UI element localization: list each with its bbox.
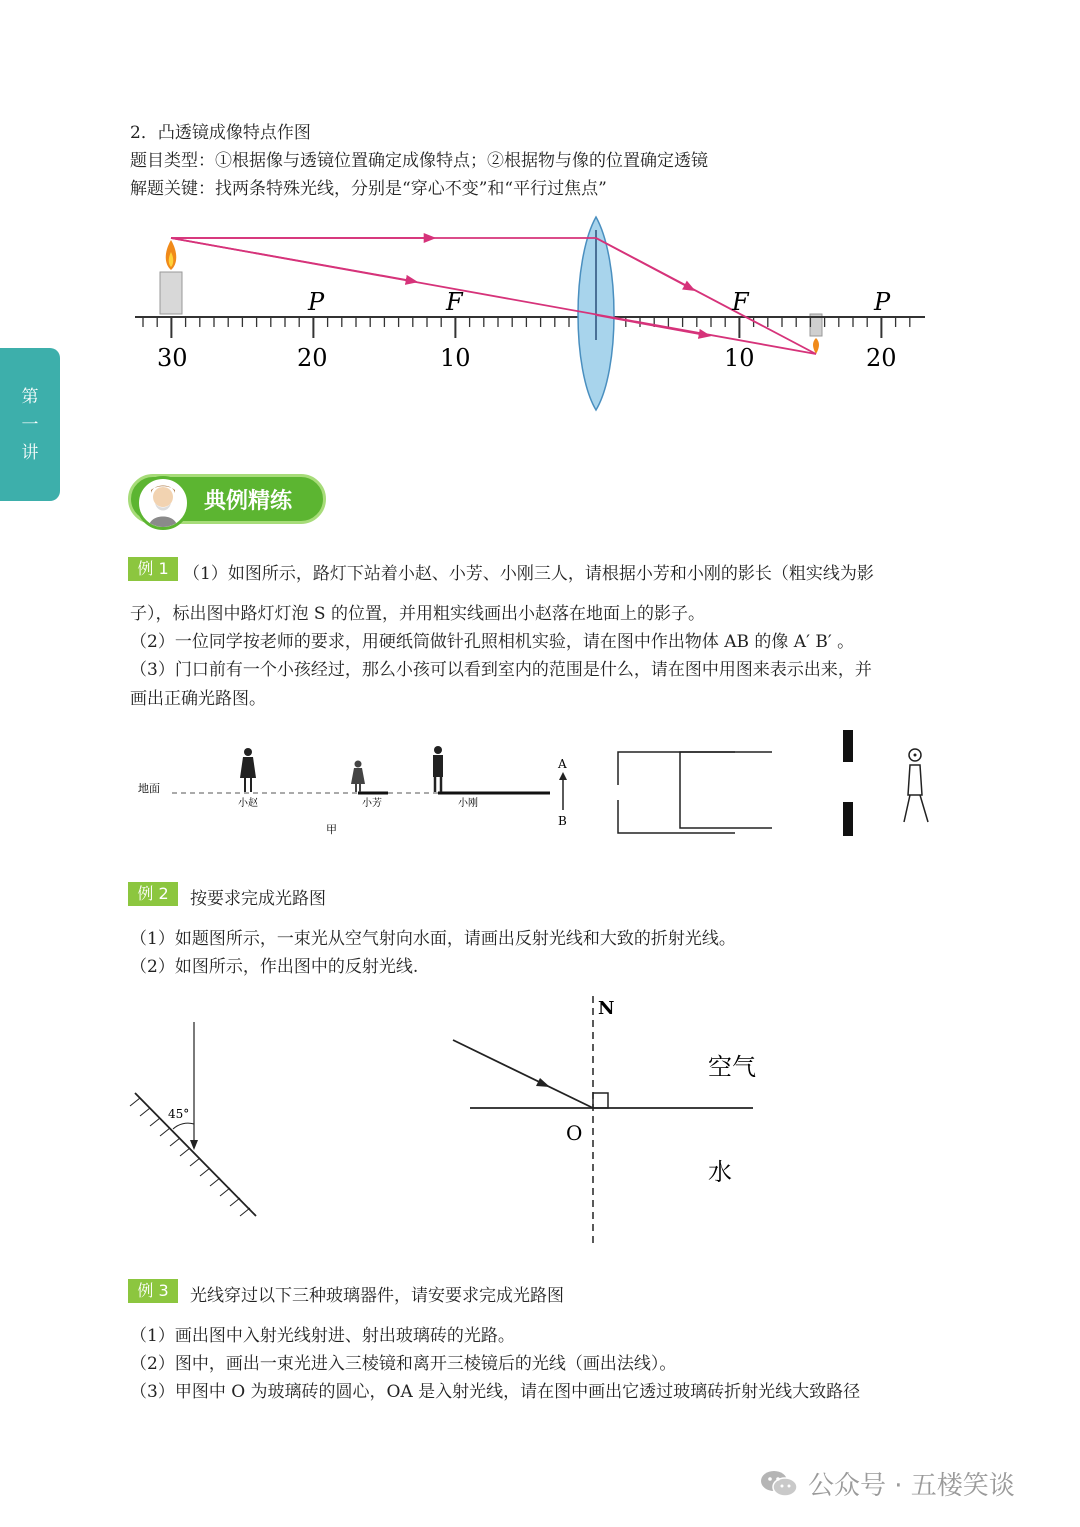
tab-char: 讲: [21, 442, 39, 463]
tick-label-10-right: 10: [724, 344, 755, 372]
svg-text:小芳: 小芳: [362, 798, 382, 809]
label-p-right: P: [874, 288, 891, 316]
chapter-side-tab: [0, 348, 60, 501]
example-2-line: （2）如图所示，作出图中的反射光线.: [130, 957, 419, 977]
svg-text:45°: 45°: [168, 1107, 190, 1121]
svg-text:水: 水: [708, 1158, 732, 1186]
solution-key-line: 解题关键：找两条特殊光线，分别是“穿心不变”和“平行过焦点”: [130, 179, 607, 199]
candle-object: [160, 240, 182, 314]
example-3-line: （1）画出图中入射光线射进、射出玻璃砖的光路。: [130, 1326, 515, 1346]
tick-label-20: 20: [297, 344, 328, 372]
mirror-figure: [130, 1022, 256, 1216]
example-1-figures: [0, 730, 1080, 850]
svg-text:N: N: [598, 998, 615, 1019]
example-1-line: 画出正确光路图。: [130, 689, 266, 709]
streetlight-figure: [138, 746, 567, 836]
example-1-line: （1）如图所示，路灯下站着小赵、小芳、小刚三人，请根据小芳和小刚的影长（粗实线为影: [183, 564, 874, 584]
svg-text:甲: 甲: [326, 823, 337, 836]
svg-text:B: B: [558, 814, 567, 828]
watermark: [760, 1465, 1015, 1502]
svg-text:小刚: 小刚: [458, 798, 478, 809]
svg-text:A: A: [558, 757, 567, 771]
tab-char: 一: [21, 414, 39, 435]
tick-label-20-right: 20: [866, 344, 897, 372]
tick-label-10: 10: [440, 344, 471, 372]
question-type-line: 题目类型：①根据像与透镜位置确定成像特点；②根据物与像的位置确定透镜: [130, 151, 708, 171]
teacher-avatar-icon: [136, 476, 190, 530]
example-2-badge: 例 2: [128, 882, 178, 906]
convex-lens-diagram: [0, 0, 1080, 420]
candle-image: [810, 314, 822, 354]
watermark-text: 公众号 · 五楼笑谈: [808, 1471, 1015, 1501]
example-1-line: 子），标出图中路灯灯泡 S 的位置，并用粗实线画出小赵落在地面上的影子。: [130, 604, 705, 624]
label-f-right: F: [732, 288, 749, 316]
tab-char: 第: [21, 386, 39, 407]
light-rays: [171, 238, 816, 354]
label-f-left: F: [446, 288, 463, 316]
example-1-line: （2）一位同学按老师的要求，用硬纸筒做针孔照相机实验，请在图中作出物体 AB 的像 A′ B′ 。: [130, 632, 855, 652]
doorway-figure: [843, 730, 928, 836]
svg-text:O: O: [566, 1121, 583, 1145]
example-1-line: （3）门口前有一个小孩经过，那么小孩可以看到室内的范围是什么，请在图中用图来表示出来，并: [130, 660, 872, 680]
example-3-badge: 例 3: [128, 1279, 178, 1303]
example-2-title: 按要求完成光路图: [190, 889, 326, 909]
wechat-icon: [760, 1469, 798, 1499]
example-3-line: （2）图中，画出一束光进入三棱镜和离开三棱镜后的光线（画出法线）。: [130, 1354, 677, 1374]
example-2-line: （1）如题图所示，一束光从空气射向水面，请画出反射光线和大致的折射光线。: [130, 929, 736, 949]
axis-ticks: [143, 317, 910, 338]
section-heading: 2．凸透镜成像特点作图: [130, 123, 311, 143]
pinhole-camera-figure: [618, 752, 772, 833]
label-p-left: P: [308, 288, 325, 316]
example-1-badge: 例 1: [128, 557, 178, 581]
svg-text:地面: 地面: [138, 782, 160, 795]
example-2-figures: [0, 990, 1080, 1260]
svg-text:小赵: 小赵: [238, 798, 258, 809]
water-surface-figure: [453, 996, 756, 1246]
example-3-title: 光线穿过以下三种玻璃器件，请安要求完成光路图: [190, 1286, 564, 1306]
tick-label-30: 30: [157, 344, 188, 372]
example-3-line: （3）甲图中 O 为玻璃砖的圆心，OA 是入射光线，请在图中画出它透过玻璃砖折射光线大致路径: [130, 1382, 861, 1402]
banner-title: 典例精练: [204, 489, 293, 514]
svg-text:空气: 空气: [708, 1053, 756, 1081]
